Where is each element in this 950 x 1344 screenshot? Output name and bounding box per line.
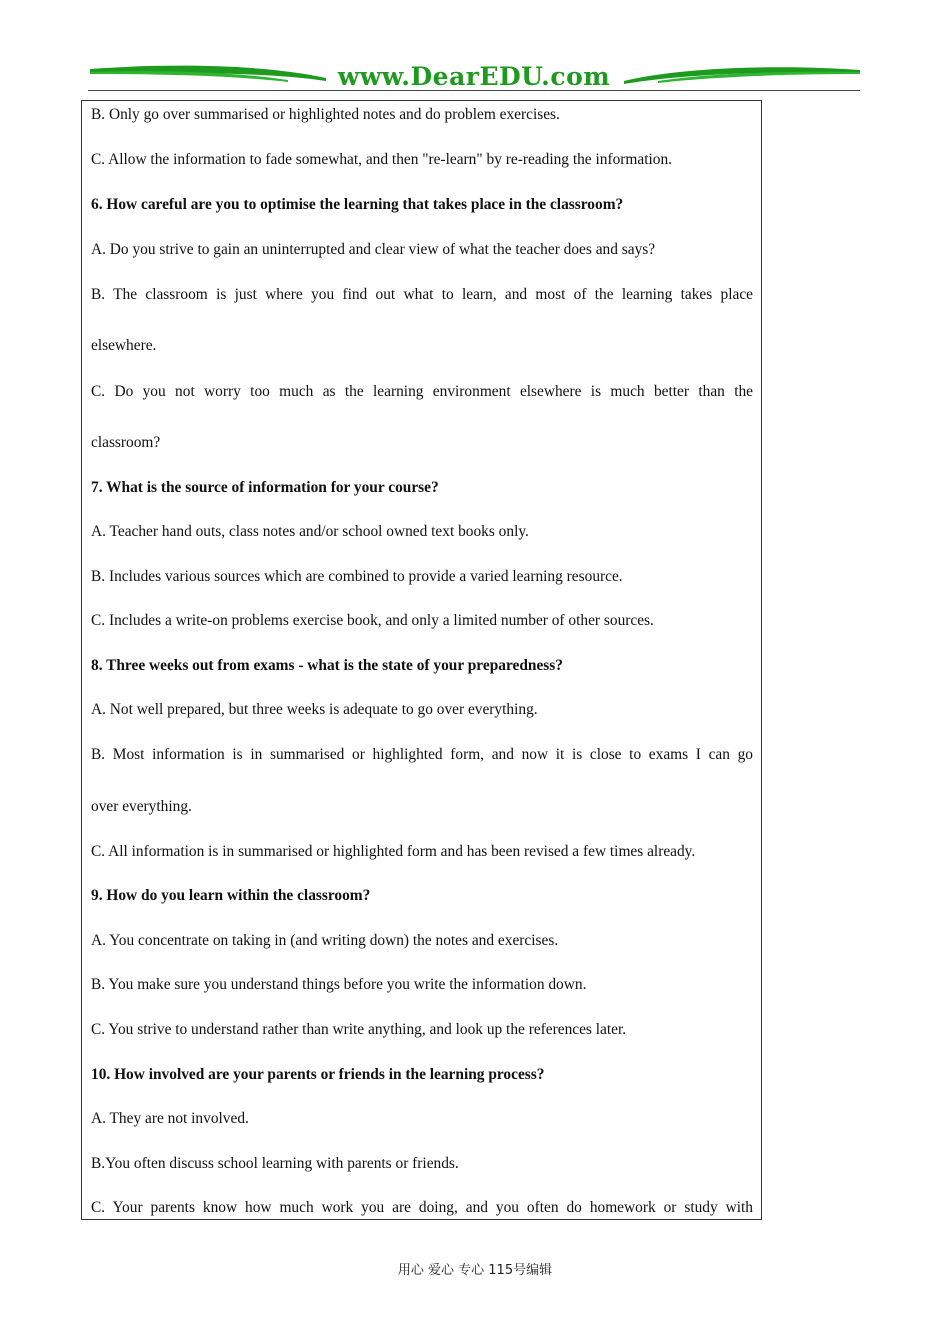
answer-option-line: A. You concentrate on taking in (and writing down) the notes and exercises. xyxy=(91,932,559,949)
answer-option-line: A. Teacher hand outs, class notes and/or school owned text books only. xyxy=(91,523,529,540)
answer-option-line: C. Allow the information to fade somewhat, and then "re-learn" by re-reading the information. xyxy=(91,151,672,168)
question-heading: 10. How involved are your parents or friends in the learning process? xyxy=(91,1066,545,1083)
answer-option-line: C. Your parents know how much work you are doing, and you often do homework or study with xyxy=(91,1199,753,1216)
answer-option-line: B. You make sure you understand things before you write the information down. xyxy=(91,976,587,993)
question-heading: 6. How careful are you to optimise the learning that takes place in the classroom? xyxy=(91,196,624,213)
answer-option-line: C. Includes a write-on problems exercise book, and only a limited number of other sources. xyxy=(91,612,654,629)
answer-option-line: B. Includes various sources which are combined to provide a varied learning resource. xyxy=(91,568,623,585)
answer-option-line: classroom? xyxy=(91,434,161,451)
answer-option-line: A. Not well prepared, but three weeks is adequate to go over everything. xyxy=(91,701,538,718)
questionnaire-text-box xyxy=(81,100,762,1220)
answer-option-line: elsewhere. xyxy=(91,337,157,354)
answer-option-line: B. The classroom is just where you find out what to learn, and most of the learning takes place xyxy=(91,286,753,303)
answer-option-line: C. All information is in summarised or highlighted form and has been revised a few times already. xyxy=(91,843,696,860)
answer-option-line: C. Do you not worry too much as the learning environment elsewhere is much better than the xyxy=(91,383,753,400)
answer-option-line: over everything. xyxy=(91,798,192,815)
answer-option-line: C. You strive to understand rather than write anything, and look up the references later. xyxy=(91,1021,627,1038)
answer-option-line: B.You often discuss school learning with parents or friends. xyxy=(91,1155,459,1172)
answer-option-line: B. Most information is in summarised or highlighted form, and now it is close to exams I can go xyxy=(91,746,753,763)
header-divider xyxy=(88,90,860,91)
question-heading: 9. How do you learn within the classroom? xyxy=(91,887,371,904)
site-logo-text: www.DearEDU.com xyxy=(337,62,611,91)
answer-option-line: A. Do you strive to gain an uninterrupted and clear view of what the teacher does and says? xyxy=(91,241,656,258)
answer-option-line: A. They are not involved. xyxy=(91,1110,249,1127)
site-header xyxy=(88,60,860,94)
answer-option-line: B. Only go over summarised or highlighted notes and do problem exercises. xyxy=(91,106,560,123)
question-heading: 8. Three weeks out from exams - what is the state of your preparedness? xyxy=(91,657,563,674)
question-heading: 7. What is the source of information for your course? xyxy=(91,479,439,496)
page-footer: 用心 爱心 专心 115号编辑 xyxy=(397,1263,553,1278)
